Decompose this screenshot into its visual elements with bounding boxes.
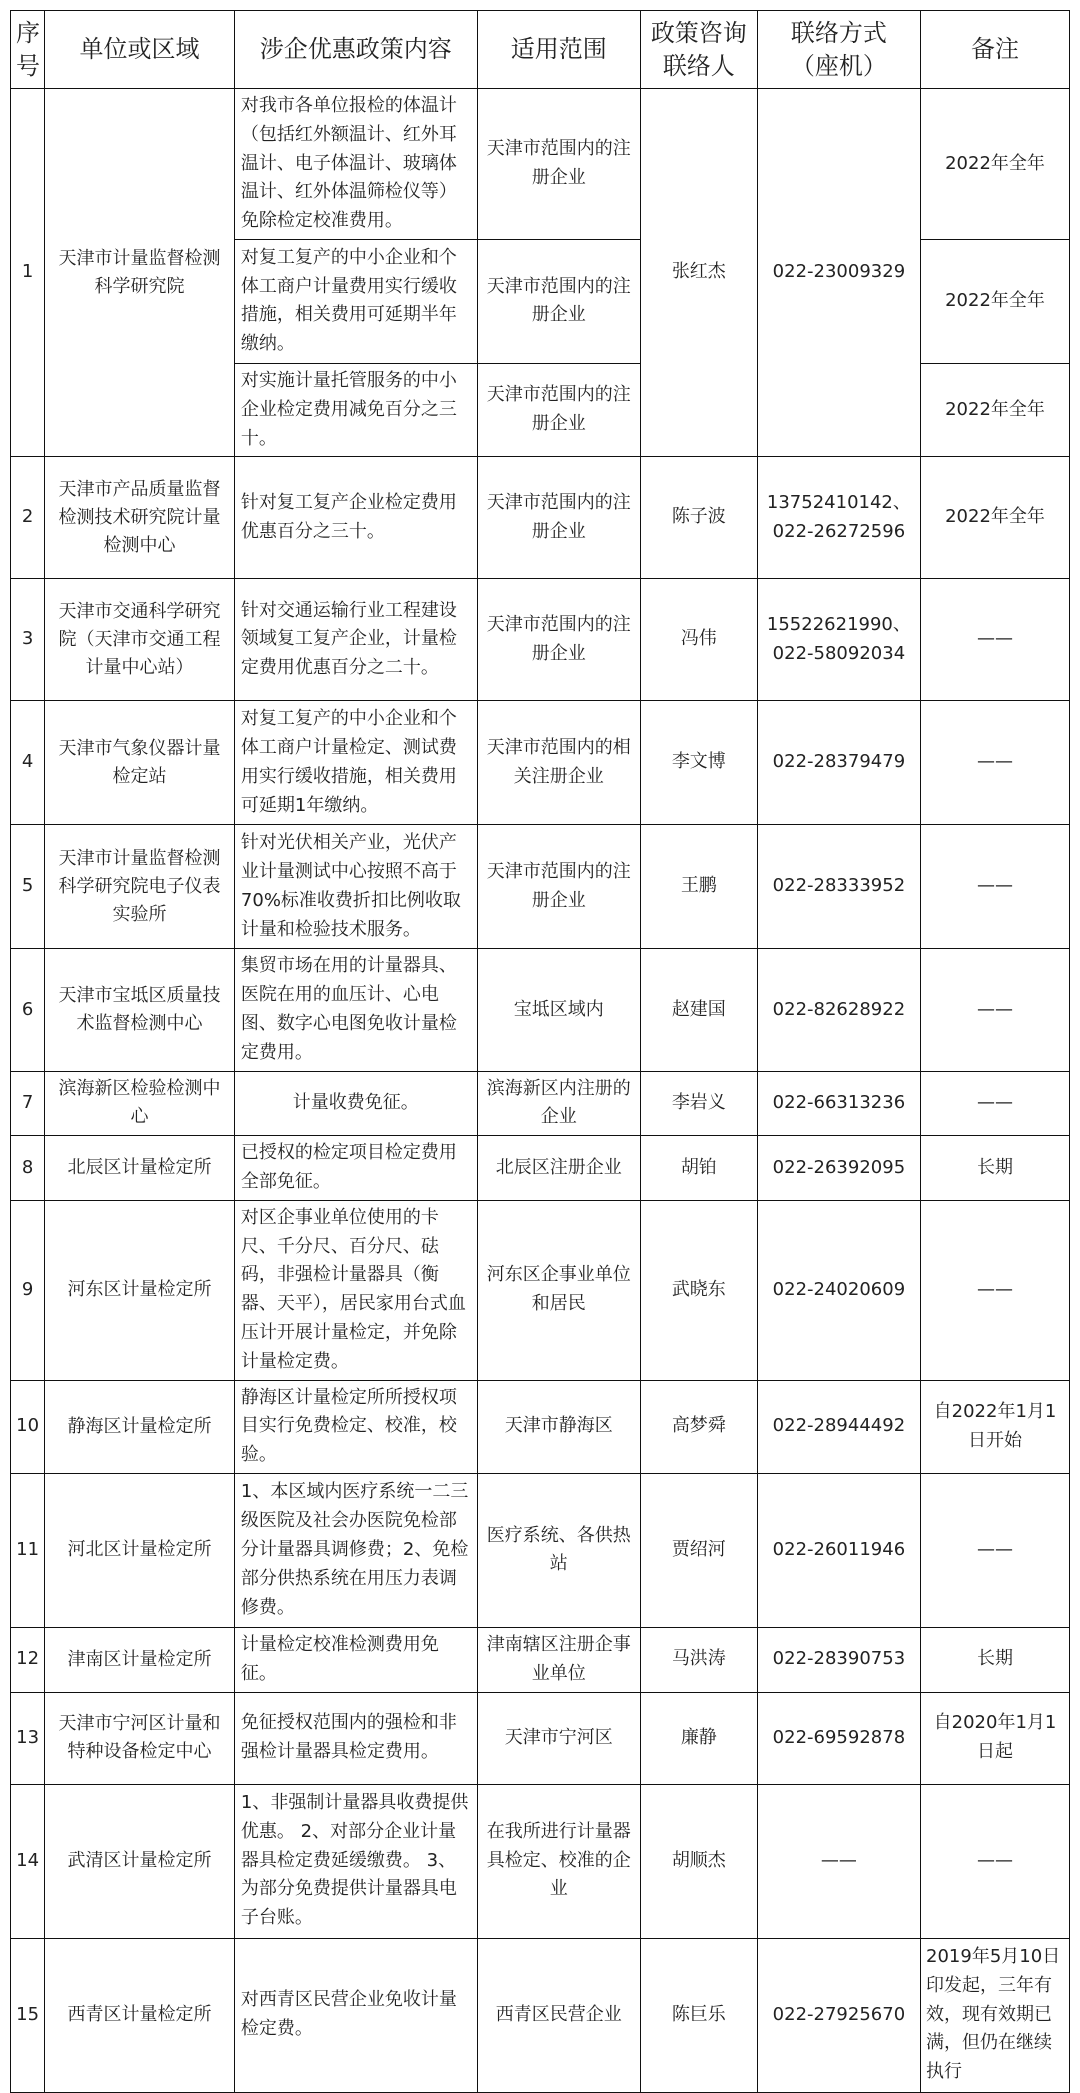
- cell-content: 集贸市场在用的计量器具、医院在用的血压计、心电图、数字心电图免收计量检定费用。: [234, 949, 477, 1071]
- cell-note: ——: [921, 579, 1070, 701]
- cell-note: ——: [921, 949, 1070, 1071]
- cell-unit: 静海区计量检定所: [45, 1380, 235, 1473]
- cell-unit: 天津市产品质量监督检测技术研究院计量检测中心: [45, 457, 235, 579]
- cell-phone: 022-28390753: [757, 1627, 920, 1692]
- table-row: [11, 1692, 1070, 1784]
- cell-seq: 11: [11, 1473, 45, 1627]
- cell-note: ——: [921, 1473, 1070, 1627]
- cell-seq: 15: [11, 1938, 45, 2092]
- table-row: [11, 1938, 1070, 2092]
- cell-scope: 宝坻区域内: [477, 949, 640, 1071]
- cell-scope: 北辰区注册企业: [477, 1136, 640, 1201]
- policy-table: [10, 10, 1070, 2093]
- cell-scope: 天津市范围内的注册企业: [477, 89, 640, 240]
- cell-note: 2022年全年: [921, 89, 1070, 240]
- cell-content: 计量检定校准检测费用免征。: [234, 1627, 477, 1692]
- table-row: [11, 1380, 1070, 1473]
- table-row: [11, 1473, 1070, 1627]
- cell-scope: 天津市范围内的注册企业: [477, 579, 640, 701]
- table-row: [11, 701, 1070, 825]
- cell-note: 2019年5月10日印发起，三年有效，现有效期已满，但仍在继续执行: [921, 1938, 1070, 2092]
- cell-unit: 滨海新区检验检测中心: [45, 1071, 235, 1136]
- cell-contact: 贾绍河: [640, 1473, 757, 1627]
- cell-scope: 天津市范围内的注册企业: [477, 363, 640, 456]
- cell-scope: 医疗系统、各供热站: [477, 1473, 640, 1627]
- cell-note: 2022年全年: [921, 363, 1070, 456]
- cell-note: 长期: [921, 1136, 1070, 1201]
- cell-content: 1、本区域内医疗系统一二三级医院及社会办医院免检部分计量器具调修费；2、免检部分供热系统在用压力表调修费。: [234, 1473, 477, 1627]
- cell-contact: 武晓东: [640, 1200, 757, 1380]
- cell-contact: 冯伟: [640, 579, 757, 701]
- cell-seq: 9: [11, 1200, 45, 1380]
- cell-contact: 胡顺杰: [640, 1784, 757, 1938]
- table-row: [11, 1200, 1070, 1380]
- cell-seq: 14: [11, 1784, 45, 1938]
- cell-phone: 022-82628922: [757, 949, 920, 1071]
- cell-contact: 赵建国: [640, 949, 757, 1071]
- cell-seq: 3: [11, 579, 45, 701]
- cell-content: 对西青区民营企业免收计量检定费。: [234, 1938, 477, 2092]
- cell-contact: 李岩义: [640, 1071, 757, 1136]
- cell-unit: 津南区计量检定所: [45, 1627, 235, 1692]
- table-row: [11, 579, 1070, 701]
- cell-note: 2022年全年: [921, 239, 1070, 363]
- cell-scope: 在我所进行计量器具检定、校准的企业: [477, 1784, 640, 1938]
- table-row: [11, 949, 1070, 1071]
- cell-scope: 天津市静海区: [477, 1380, 640, 1473]
- cell-seq: 2: [11, 457, 45, 579]
- cell-content: 对复工复产的中小企业和个体工商户计量费用实行缓收措施，相关费用可延期半年缴纳。: [234, 239, 477, 363]
- cell-content: 对复工复产的中小企业和个体工商户计量检定、测试费用实行缓收措施，相关费用可延期1年缴纳。: [234, 701, 477, 825]
- cell-seq: 6: [11, 949, 45, 1071]
- cell-content: 对实施计量托管服务的中小企业检定费用减免百分之三十。: [234, 363, 477, 456]
- header-contact: 政策咨询 联络人: [640, 11, 757, 89]
- cell-phone: 022-26392095: [757, 1136, 920, 1201]
- cell-note: ——: [921, 825, 1070, 949]
- cell-scope: 西青区民营企业: [477, 1938, 640, 2092]
- cell-scope: 天津市宁河区: [477, 1692, 640, 1784]
- cell-scope: 天津市范围内的注册企业: [477, 239, 640, 363]
- cell-note: ——: [921, 1200, 1070, 1380]
- cell-unit: 天津市交通科学研究院（天津市交通工程计量中心站）: [45, 579, 235, 701]
- header-content: 涉企优惠政策内容: [234, 11, 477, 89]
- cell-content: 已授权的检定项目检定费用全部免征。: [234, 1136, 477, 1201]
- cell-contact: 陈巨乐: [640, 1938, 757, 2092]
- cell-unit: 河东区计量检定所: [45, 1200, 235, 1380]
- cell-contact: 王鹏: [640, 825, 757, 949]
- cell-note: 2022年全年: [921, 457, 1070, 579]
- cell-contact: 胡铂: [640, 1136, 757, 1201]
- cell-contact: 高梦舜: [640, 1380, 757, 1473]
- header-unit: 单位或区域: [45, 11, 235, 89]
- cell-content: 对我市各单位报检的体温计（包括红外额温计、红外耳温计、电子体温计、玻璃体温计、红外体温筛检仪等）免除检定校准费用。: [234, 89, 477, 240]
- table-row: [11, 1627, 1070, 1692]
- table-row: [11, 1136, 1070, 1201]
- cell-seq: 5: [11, 825, 45, 949]
- cell-note: ——: [921, 1784, 1070, 1938]
- cell-phone: 022-66313236: [757, 1071, 920, 1136]
- cell-phone: 15522621990、022-58092034: [757, 579, 920, 701]
- cell-unit: 天津市宝坻区质量技术监督检测中心: [45, 949, 235, 1071]
- cell-phone: 022-27925670: [757, 1938, 920, 2092]
- cell-phone: ——: [757, 1784, 920, 1938]
- table-row: [11, 825, 1070, 949]
- cell-note: 自2020年1月1日起: [921, 1692, 1070, 1784]
- cell-seq: 13: [11, 1692, 45, 1784]
- cell-contact: 马洪涛: [640, 1627, 757, 1692]
- header-scope: 适用范围: [477, 11, 640, 89]
- header-note: 备注: [921, 11, 1070, 89]
- header-seq: 序 号: [11, 11, 45, 89]
- cell-unit: 天津市宁河区计量和特种设备检定中心: [45, 1692, 235, 1784]
- cell-contact: 陈子波: [640, 457, 757, 579]
- cell-seq: 10: [11, 1380, 45, 1473]
- cell-unit: 天津市气象仪器计量检定站: [45, 701, 235, 825]
- cell-unit: 西青区计量检定所: [45, 1938, 235, 2092]
- cell-scope: 天津市范围内的相关注册企业: [477, 701, 640, 825]
- cell-scope: 天津市范围内的注册企业: [477, 825, 640, 949]
- cell-content: 对区企事业单位使用的卡尺、千分尺、百分尺、砝码，非强检计量器具（衡器、天平），居民家用台式血压计开展计量检定，并免除计量检定费。: [234, 1200, 477, 1380]
- cell-scope: 滨海新区内注册的企业: [477, 1071, 640, 1136]
- cell-unit: 天津市计量监督检测科学研究院: [45, 89, 235, 457]
- cell-note: 长期: [921, 1627, 1070, 1692]
- table-row: [11, 1784, 1070, 1938]
- cell-content: 针对光伏相关产业，光伏产业计量测试中心按照不高于70%标准收费折扣比例收取计量和检验技术服务。: [234, 825, 477, 949]
- cell-phone: 13752410142、022-26272596: [757, 457, 920, 579]
- table-row: [11, 457, 1070, 579]
- cell-contact: 廉静: [640, 1692, 757, 1784]
- cell-note: ——: [921, 701, 1070, 825]
- cell-seq: 7: [11, 1071, 45, 1136]
- table-row: [11, 89, 1070, 240]
- cell-seq: 1: [11, 89, 45, 457]
- cell-note: ——: [921, 1071, 1070, 1136]
- cell-unit: 河北区计量检定所: [45, 1473, 235, 1627]
- cell-phone: 022-26011946: [757, 1473, 920, 1627]
- cell-scope: 津南辖区注册企事业单位: [477, 1627, 640, 1692]
- cell-scope: 河东区企事业单位和居民: [477, 1200, 640, 1380]
- cell-content: 静海区计量检定所所授权项目实行免费检定、校准，校验。: [234, 1380, 477, 1473]
- header-row: [11, 11, 1070, 89]
- cell-unit: 北辰区计量检定所: [45, 1136, 235, 1201]
- cell-phone: 022-24020609: [757, 1200, 920, 1380]
- cell-contact: 张红杰: [640, 89, 757, 457]
- cell-seq: 8: [11, 1136, 45, 1201]
- cell-seq: 4: [11, 701, 45, 825]
- cell-phone: 022-69592878: [757, 1692, 920, 1784]
- cell-phone: 022-28379479: [757, 701, 920, 825]
- cell-content: 针对交通运输行业工程建设领域复工复产企业，计量检定费用优惠百分之二十。: [234, 579, 477, 701]
- header-phone: 联络方式 （座机）: [757, 11, 920, 89]
- cell-phone: 022-28944492: [757, 1380, 920, 1473]
- cell-seq: 12: [11, 1627, 45, 1692]
- cell-contact: 李文博: [640, 701, 757, 825]
- cell-content: 免征授权范围内的强检和非强检计量器具检定费用。: [234, 1692, 477, 1784]
- table-row: [11, 1071, 1070, 1136]
- cell-content: 1、非强制计量器具收费提供优惠。 2、对部分企业计量器具检定费延缓缴费。 3、为部分免费提供计量器具电子台账。: [234, 1784, 477, 1938]
- cell-content: 计量收费免征。: [234, 1071, 477, 1136]
- cell-scope: 天津市范围内的注册企业: [477, 457, 640, 579]
- cell-unit: 武清区计量检定所: [45, 1784, 235, 1938]
- cell-content: 针对复工复产企业检定费用优惠百分之三十。: [234, 457, 477, 579]
- cell-note: 自2022年1月1日开始: [921, 1380, 1070, 1473]
- cell-phone: 022-23009329: [757, 89, 920, 457]
- cell-phone: 022-28333952: [757, 825, 920, 949]
- cell-unit: 天津市计量监督检测科学研究院电子仪表实验所: [45, 825, 235, 949]
